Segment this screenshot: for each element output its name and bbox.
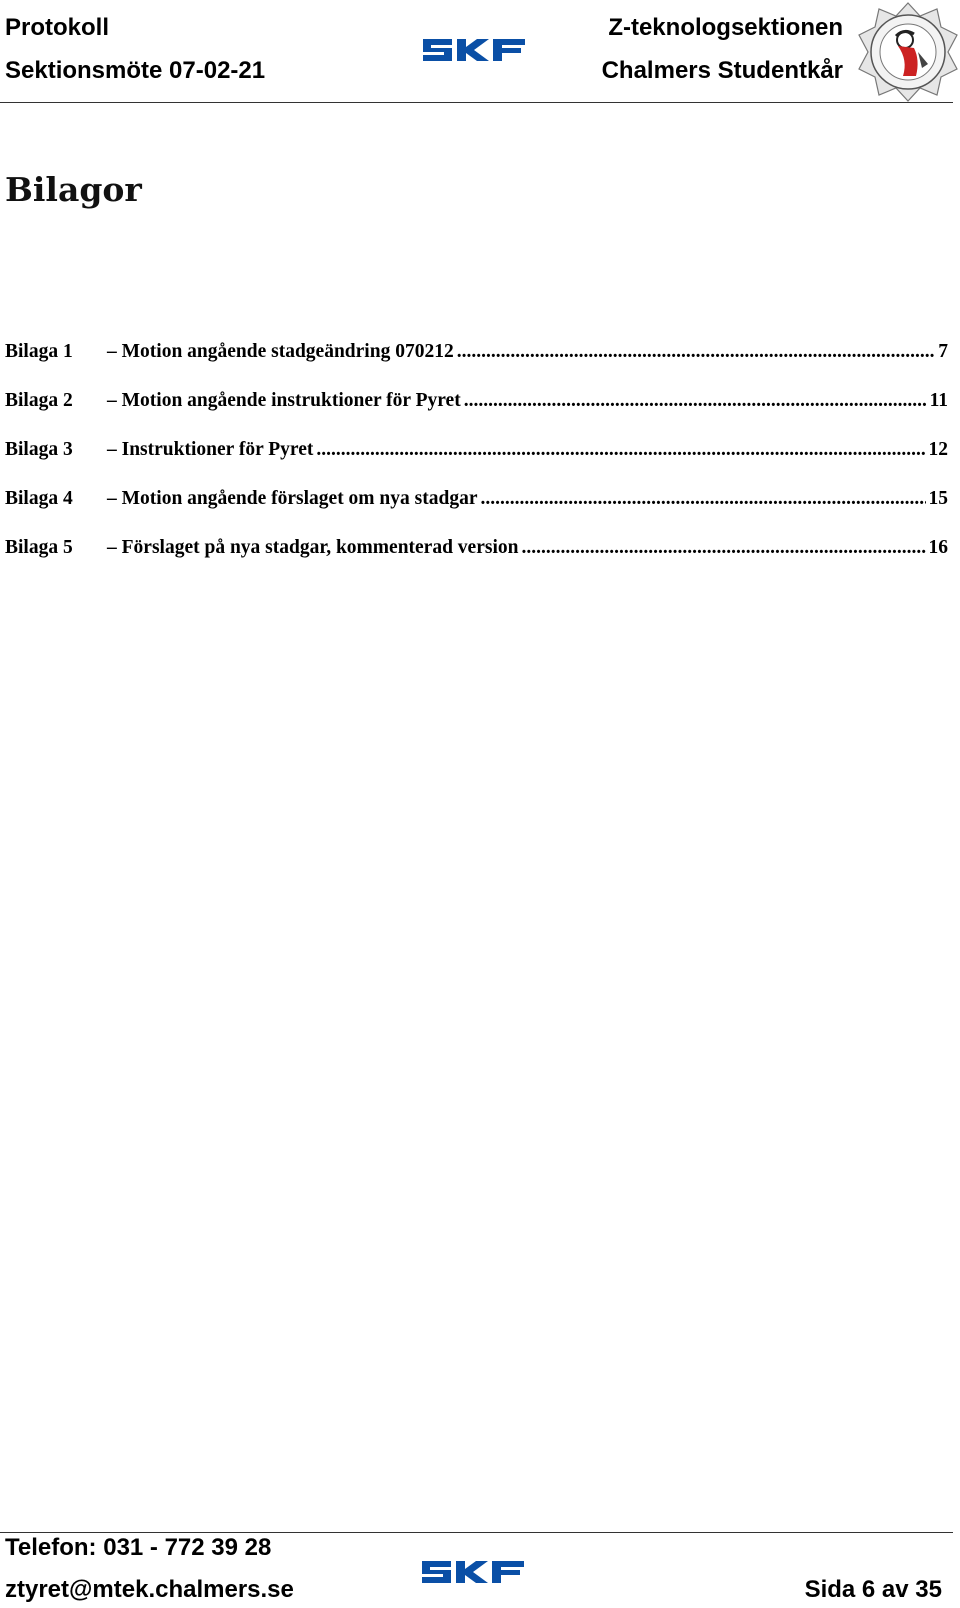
toc-entry[interactable] [5,485,948,534]
footer-divider [0,1532,953,1533]
footer-phone: Telefon: 031 - 772 39 28 [5,1534,272,1561]
section-emblem-icon [858,2,958,102]
attachments-toc [5,338,948,583]
toc-page-number: 11 [929,390,948,411]
toc-label: Bilaga 2 [5,390,73,411]
skf-logo [421,37,527,63]
toc-leader [457,338,936,366]
toc-entry[interactable] [5,436,948,485]
header-doc-type: Protokoll [5,14,110,41]
toc-leader [480,485,925,513]
toc-page-number: 15 [928,488,948,509]
toc-page-number: 12 [928,439,948,460]
header-divider [0,102,953,103]
toc-title: – Instruktioner för Pyret [107,439,314,460]
toc-title: – Motion angående förslaget om nya stadgar [107,488,478,509]
toc-label: Bilaga 5 [5,537,73,558]
toc-entry[interactable] [5,338,948,387]
header-organization: Z-teknologsektionen [608,14,843,41]
toc-label: Bilaga 1 [5,341,73,362]
toc-title: – Motion angående stadgeändring 070212 [107,341,454,362]
toc-title: – Förslaget på nya stadgar, kommenterad version [107,537,519,558]
toc-title: – Motion angående instruktioner för Pyret [107,390,461,411]
footer-page-number: Sida 6 av 35 [804,1576,942,1603]
toc-entry[interactable] [5,534,948,583]
header-meeting-date: Sektionsmöte 07-02-21 [5,57,266,84]
footer-email[interactable]: ztyret@mtek.chalmers.se [5,1576,294,1603]
toc-label: Bilaga 3 [5,439,73,460]
toc-leader [464,387,927,415]
toc-label: Bilaga 4 [5,488,73,509]
skf-logo [420,1559,526,1585]
toc-page-number: 7 [938,341,948,362]
page-title: Bilagor [5,170,142,209]
toc-leader [521,534,925,562]
toc-leader [316,436,925,464]
header-union: Chalmers Studentkår [601,57,843,84]
toc-page-number: 16 [928,537,948,558]
toc-entry[interactable] [5,387,948,436]
